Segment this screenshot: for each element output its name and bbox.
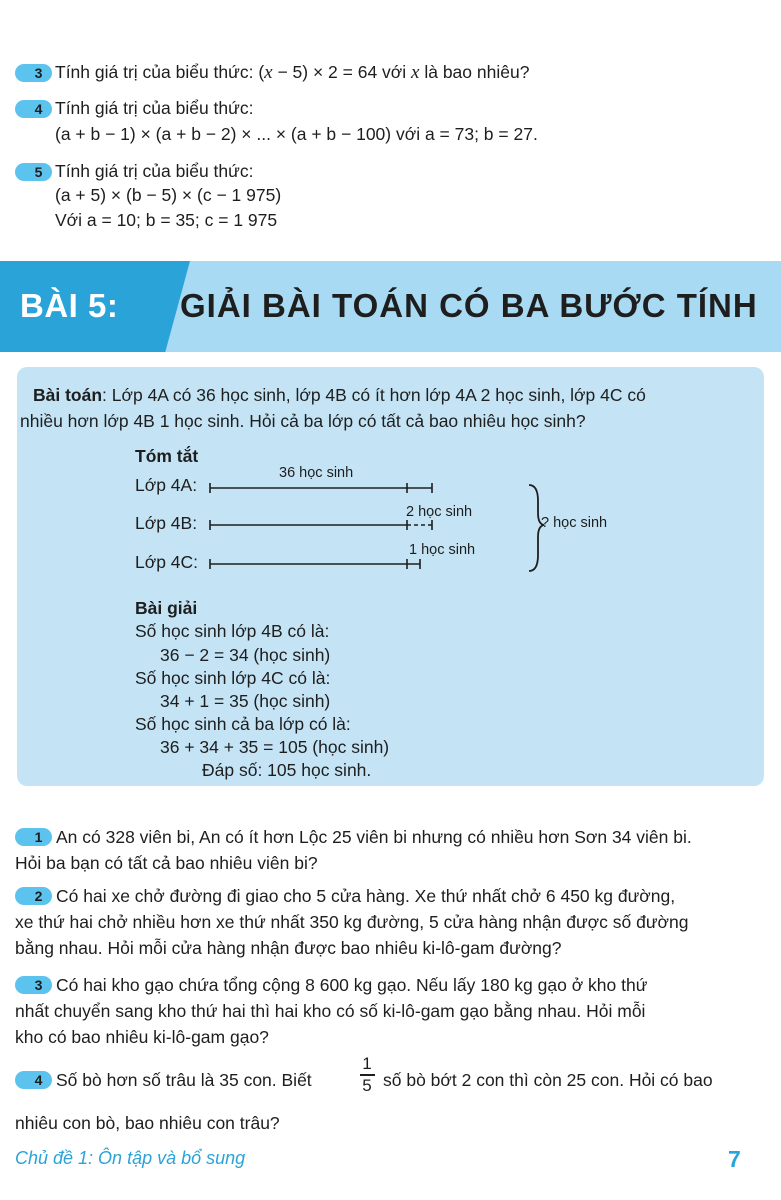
exercise-badge: 1 [15,828,52,846]
exercise-badge: 3 [15,64,52,82]
segment-4c [210,559,420,569]
exercise-text: (a + b − 1) × (a + b − 2) × ... × (a + b − 100) với a = 73; b = 27. [55,124,538,144]
exercise-text: Với a = 10; b = 35; c = 1 975 [55,210,278,230]
solution-line: Số học sinh lớp 4C có là: [135,668,331,688]
exercise-text: Tính giá trị của biểu thức: (x − 5) × 2 = 64 với x là bao nhiêu? [55,62,530,83]
label-2-students: 2 học sinh [406,504,473,520]
problem-line-1: Bài toán: Lớp 4A có 36 học sinh, lớp 4B có ít hơn lớp 4A 2 học sinh, lớp 4C có [33,385,646,405]
exercise-text: xe thứ hai chở nhiều hơn xe thứ nhất 350 kg đường, 5 cửa hàng nhận được số đường [15,912,689,932]
problem-line-2: nhiều hơn lớp 4B 1 học sinh. Hỏi cả ba lớp có tất cả bao nhiêu học sinh? [20,411,586,431]
row-label-4b: Lớp 4B: [135,513,198,533]
solution-line: 36 + 34 + 35 = 105 (học sinh) [160,737,390,757]
fraction-one-fifth: 1 5 [358,1054,376,1096]
footer-topic: Chủ đề 1: Ôn tập và bổ sung [15,1148,246,1168]
exercise-text: bằng nhau. Hỏi mỗi cửa hàng nhận được bao nhiêu ki-lô-gam đường? [15,938,562,958]
page-number: 7 [728,1146,741,1172]
exercise-text: số bò bớt 2 con thì còn 25 con. Hỏi có bao [383,1070,713,1090]
exercise-badge: 5 [15,163,52,181]
question-total: ? học sinh [541,515,608,531]
solution-line: 36 − 2 = 34 (học sinh) [160,645,331,665]
exercise-badge: 3 [15,976,52,994]
solution-line: Số học sinh lớp 4B có là: [135,621,330,641]
exercise-text: nhiêu con bò, bao nhiêu con trâu? [15,1113,280,1133]
problem-label: Bài toán [33,385,103,405]
total-brace [529,485,544,571]
lesson-number: BÀI 5: [20,287,119,324]
exercise-badge: 2 [15,887,52,905]
exercise-text: Tính giá trị của biểu thức: [55,98,254,118]
example-box [17,367,764,786]
solution-title: Bài giải [135,598,198,618]
exercise-text: nhất chuyển sang kho thứ hai thì hai kho có số ki-lô-gam gạo bằng nhau. Hỏi mỗi [15,1001,646,1021]
exercise-text: An có 328 viên bi, An có ít hơn Lộc 25 viên bi nhưng có nhiều hơn Sơn 34 viên bi. [56,827,692,847]
segment-4b [210,520,432,530]
exercise-badge: 4 [15,100,52,118]
exercise-text: Hỏi ba bạn có tất cả bao nhiêu viên bi? [15,853,318,873]
row-label-4a: Lớp 4A: [135,475,198,495]
segment-diagram [17,367,764,607]
lesson-title: GIẢI BÀI TOÁN CÓ BA BƯỚC TÍNH [180,287,758,324]
exercise-badge: 4 [15,1071,52,1089]
label-1-student: 1 học sinh [409,542,476,558]
label-36-students: 36 học sinh [279,465,354,481]
segment-4a [210,483,432,493]
exercise-text: Số bò hơn số trâu là 35 con. Biết [56,1070,312,1090]
solution-answer: Đáp số: 105 học sinh. [202,760,372,780]
solution-line: 34 + 1 = 35 (học sinh) [160,691,331,711]
exercise-text: Có hai kho gạo chứa tổng cộng 8 600 kg gạo. Nếu lấy 180 kg gạo ở kho thứ [56,975,648,995]
row-label-4c: Lớp 4C: [135,552,199,572]
exercise-text: (a + 5) × (b − 5) × (c − 1 975) [55,185,282,205]
exercise-text: Tính giá trị của biểu thức: [55,161,254,181]
exercise-text: Có hai xe chở đường đi giao cho 5 cửa hàng. Xe thứ nhất chở 6 450 kg đường, [56,886,676,906]
exercise-text: kho có bao nhiêu ki-lô-gam gạo? [15,1027,269,1047]
lesson-banner [0,261,781,352]
summary-title: Tóm tắt [135,446,199,466]
solution-line: Số học sinh cả ba lớp có là: [135,714,351,734]
